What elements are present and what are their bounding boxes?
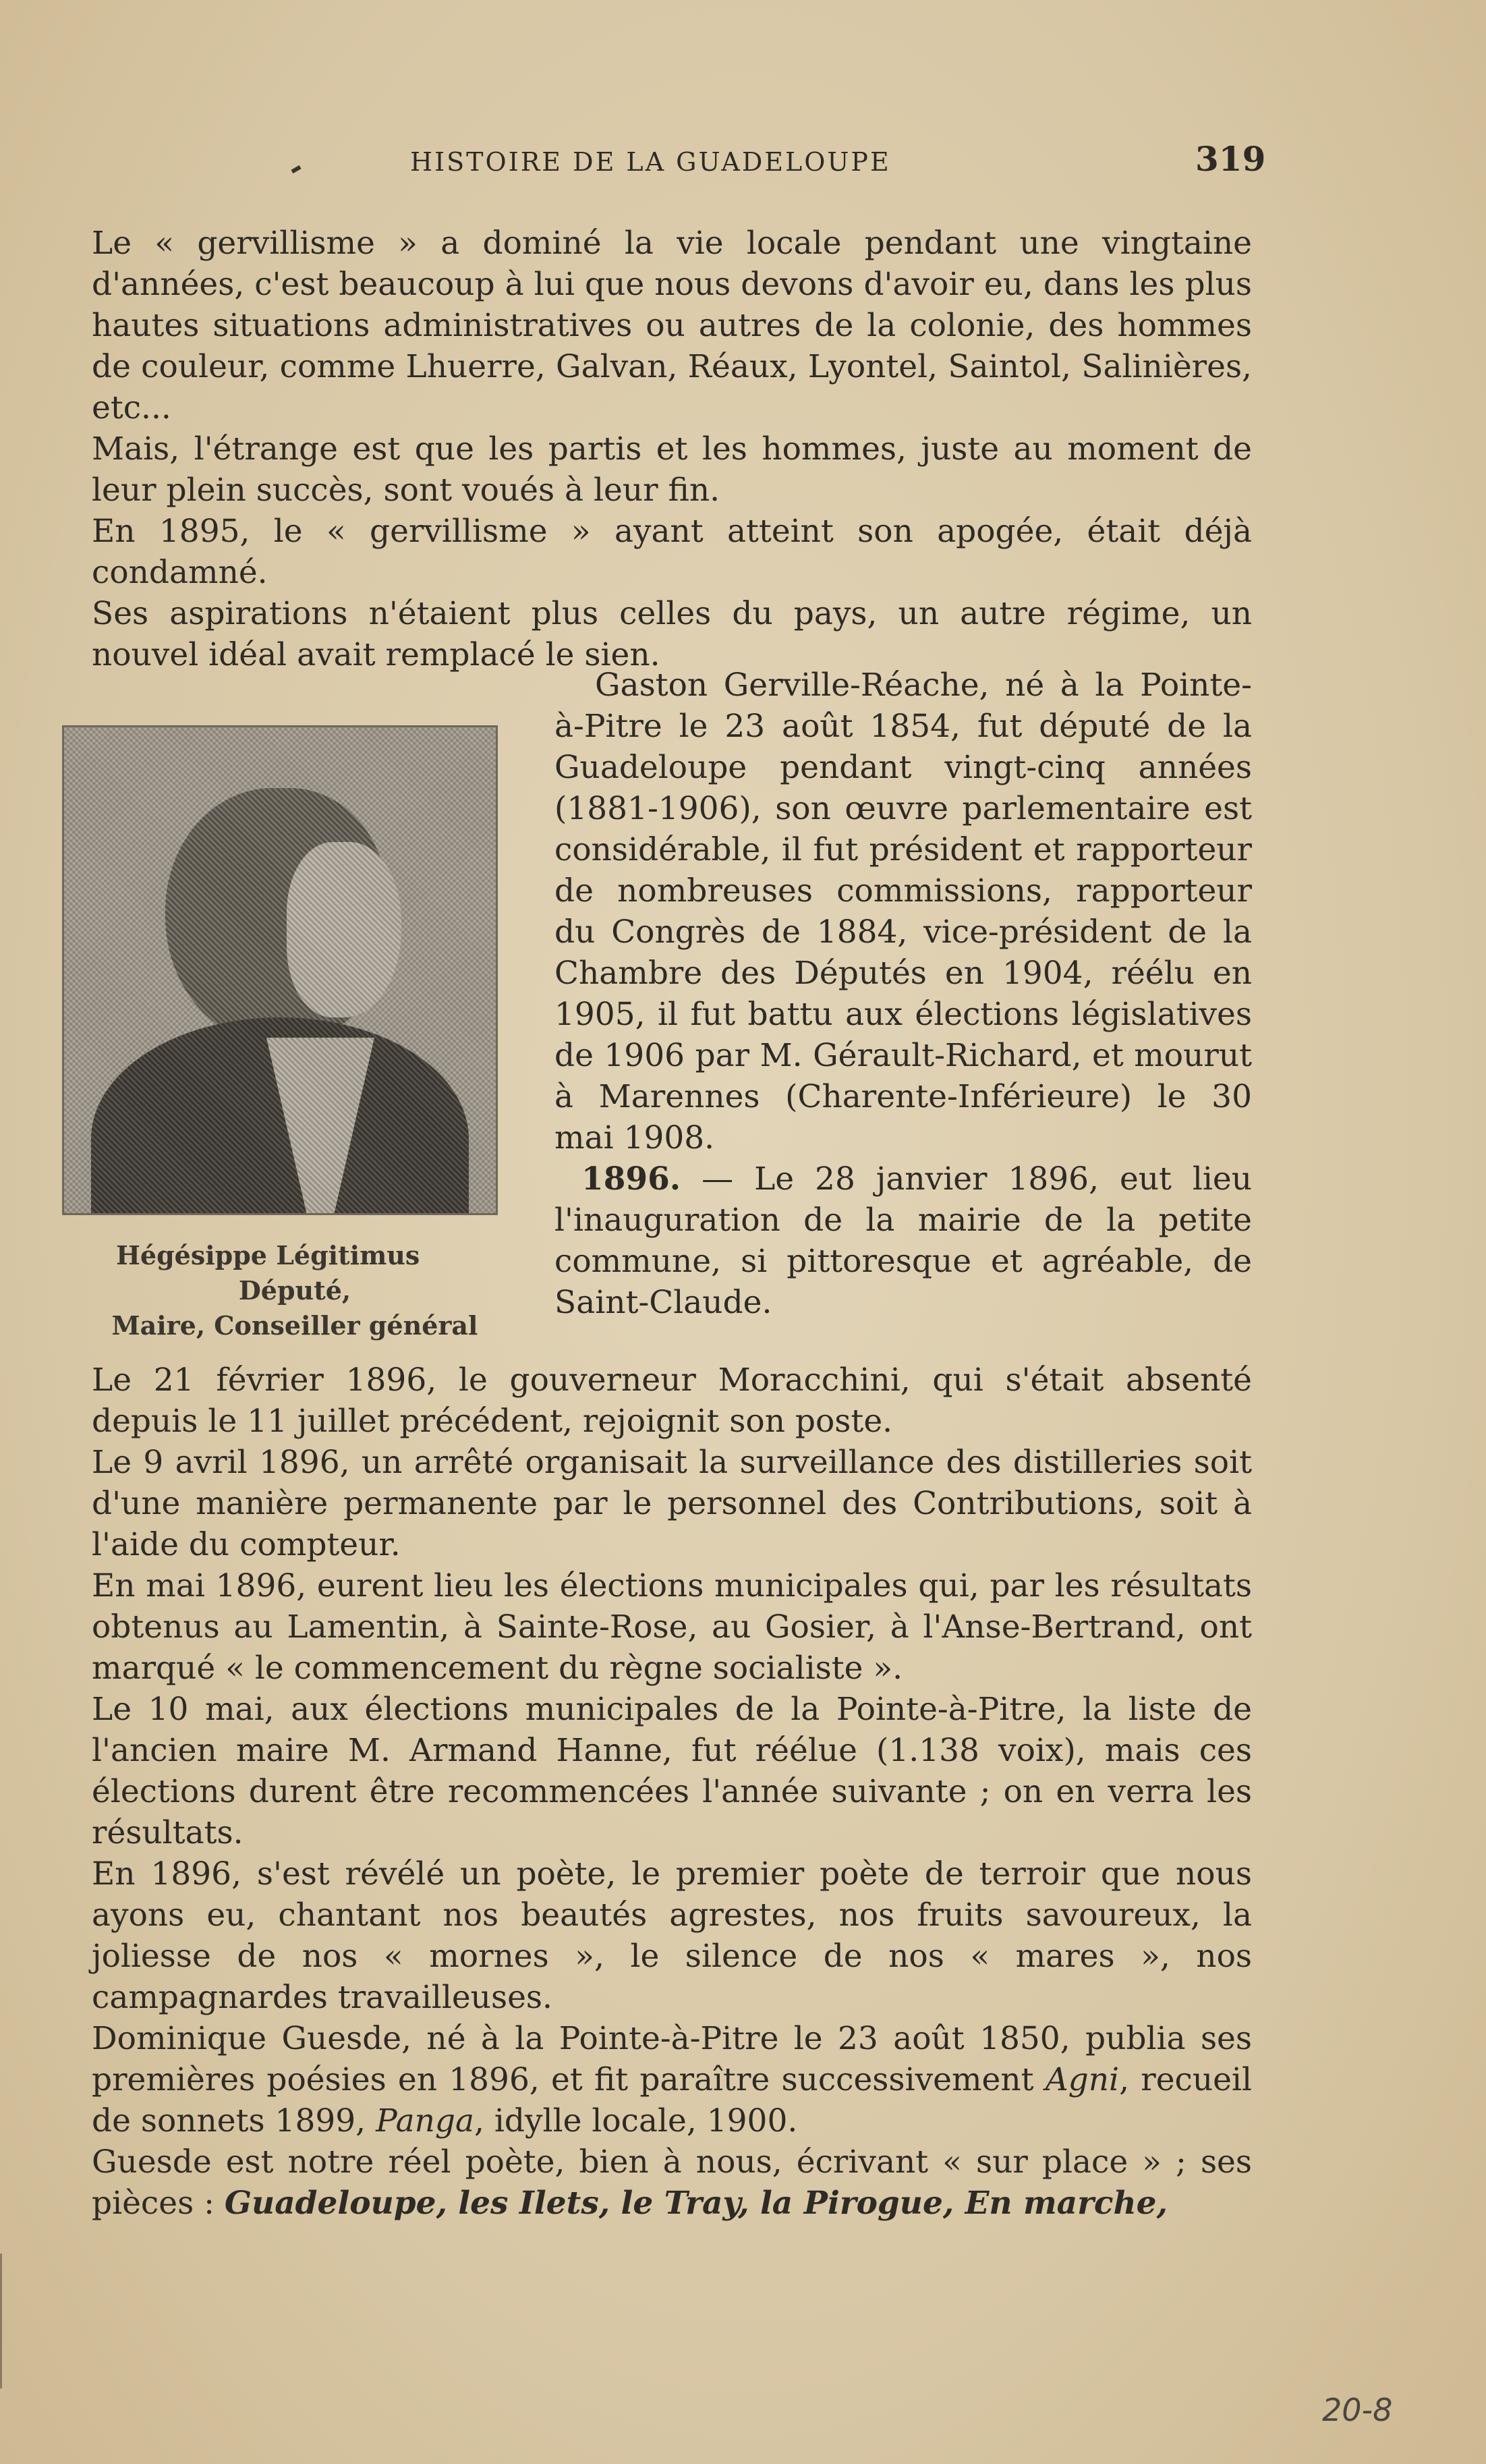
text-run: , recueil de sonnets 1899, (92, 2061, 1252, 2139)
handwritten-archive-note: 20-8 (1322, 2392, 1393, 2428)
paragraph-text: — Le 28 janvier 1896, eut lieu l'inauguration de la mairie de la petite commune, si pittoresque et agréable, de Saint-Claude. (554, 1160, 1252, 1321)
paragraph: Le 9 avril 1896, un arrêté organisait la surveillance des distilleries soit d'une manière permanente par le personnel des Contributions, soit à l'aide du compteur. (92, 1444, 1252, 1563)
portrait-photo (62, 725, 498, 1215)
text-run: Guesde est notre réel poète, bien à nous, écrivant « sur place » ; ses pièces : (92, 2144, 1252, 2222)
poem-titles: Guadeloupe, les Ilets, le Tray, la Pirogue, En marche, (224, 2185, 1168, 2222)
paragraph: Le 21 février 1896, le gouverneur Moracchini, qui s'était absenté depuis le 11 juillet précédent, rejoignit son poste. (92, 1362, 1252, 1440)
photo-caption (62, 1238, 527, 1343)
paragraph: En 1896, s'est révélé un poète, le premier poète de terroir que nous ayons eu, chantant nos beautés agrestes, nos fruits savoureux, la joliesse de nos « mornes », le silence de nos « mares », nos campagnardes travailleuses. (92, 1855, 1252, 2016)
caption-titles: Maire, Conseiller général (111, 1310, 478, 1341)
work-title-panga: Panga (376, 2102, 474, 2139)
text-beside-photo (554, 665, 1252, 1323)
paragraph (554, 1158, 1252, 1323)
paragraph: Le 10 mai, aux élections municipales de la Pointe-à-Pitre, la liste de l'ancien maire M. Armand Hanne, fut réélue (1.138 voix), mais ces élections durent être recommencées l'année suivante ; on en verra les résultats. (92, 1691, 1252, 1851)
page-number: 319 (1195, 139, 1266, 179)
paragraph: Le « gervillisme » a dominé la vie locale pendant une vingtaine d'années, c'est beaucoup à lui que nous devons d'avoir eu, dans les plus hautes situations administratives ou autres de la colonie, des hommes de couleur, comme Lhuerre, Galvan, Réaux, Lyontel, Saintol, Salinières, etc... (92, 225, 1252, 426)
caption-role: Député, (238, 1275, 351, 1306)
text-block-top (92, 223, 1252, 675)
work-title-agni: Agni (1045, 2061, 1120, 2098)
ink-mark (291, 165, 301, 173)
page-edge-mark (0, 2253, 2, 2388)
portrait-face (287, 842, 401, 1017)
header-title: HISTOIRE DE LA GUADELOUPE (410, 147, 891, 177)
text-block-bottom (92, 1360, 1252, 2224)
paragraph: Ses aspirations n'étaient plus celles du pays, un autre régime, un nouvel idéal avait remplacé le sien. (92, 595, 1252, 673)
paragraph: En 1895, le « gervillisme » ayant atteint son apogée, était déjà condamné. (92, 513, 1252, 591)
paragraph-last (92, 2141, 1252, 2224)
text-run: , idylle locale, 1900. (474, 2102, 798, 2139)
year-heading: 1896. (581, 1160, 681, 1198)
paragraph: En mai 1896, eurent lieu les élections municipales qui, par les résultats obtenus au Lamentin, à Sainte-Rose, au Gosier, à l'Anse-Bertrand, ont marqué « le commencement du règne socialiste ». (92, 1567, 1252, 1687)
paragraph-guesde (92, 2018, 1252, 2141)
caption-name: Hégésippe Légitimus (116, 1240, 420, 1270)
paragraph: Mais, l'étrange est que les partis et les hommes, juste au moment de leur plein succès, sont voués à leur fin. (92, 430, 1252, 509)
text-run: Dominique Guesde, né à la Pointe-à-Pitre le 23 août 1850, publia ses premières poésies en 1896, et fit paraître successivement (92, 2020, 1252, 2098)
paragraph: Gaston Gerville-Réache, né à la Pointe-à-Pitre le 23 août 1854, fut député de la Guadeloupe pendant vingt-cinq années (1881-1906), son œuvre parlementaire est considérable, il fut président et rapporteur de nombreuses commissions, rapporteur du Congrès de 1884, vice-président de la Chambre des Députés en 1904, réélu en 1905, il fut battu aux élections législatives de 1906 par M. Gérault-Richard, et mourut à Marennes (Charente-Inférieure) le 30 mai 1908. (554, 667, 1252, 1156)
